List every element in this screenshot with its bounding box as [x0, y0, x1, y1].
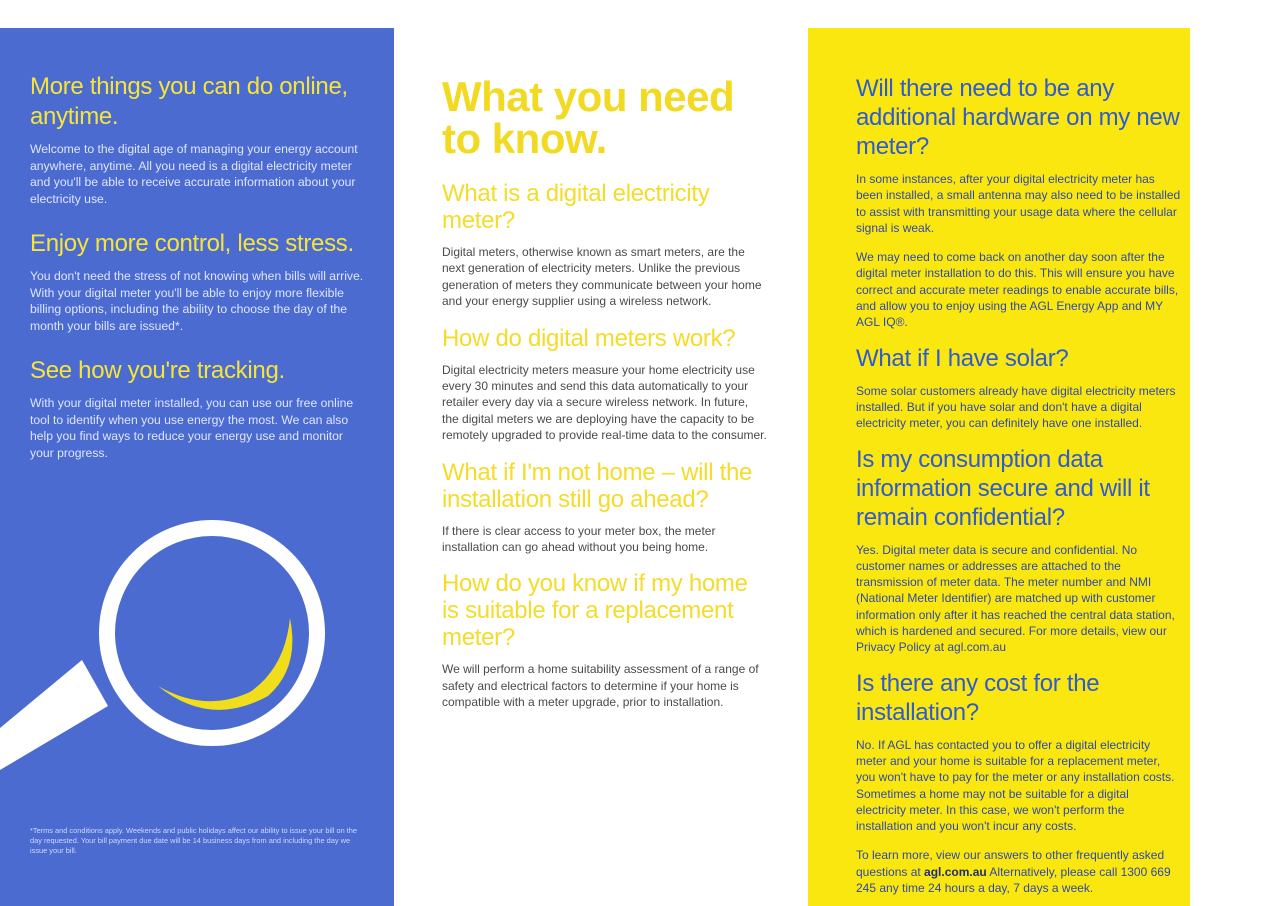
- left-heading-control: Enjoy more control, less stress.: [30, 230, 354, 257]
- left-body-control: You don't need the stress of not knowing when bills will arrive. With your digital meter you'll be able to enjoy more flexible billing options, including the ability to choose the day of the month your bills are issued*.: [30, 269, 364, 333]
- middle-heading-what-is: What is a digital electricity meter?: [442, 180, 710, 234]
- middle-body-how-work: Digital electricity meters measure your home electricity use every 30 minutes and send this data automatically to your retailer every day via a secure wireless network. In future, the digital meters we are deploying have the capacity to be remotely upgraded to provide real-time data to the consumer.: [442, 362, 767, 443]
- right-heading-solar: What if I have solar?: [856, 344, 1069, 372]
- left-heading-tracking: See how you're tracking.: [30, 357, 285, 384]
- right-heading-hardware: Will there need to be any additional hardware on my new meter?: [856, 75, 1180, 160]
- agl-website-link[interactable]: agl.com.au: [924, 864, 987, 879]
- right-body-hardware-1: In some instances, after your digital electricity meter has been installed, a small antenna may also need to be installed to assist with transmitting your usage data where the cellular signal is weak.: [856, 172, 1181, 235]
- right-panel: [808, 28, 1190, 906]
- left-heading-online: More things you can do online, anytime.: [30, 73, 348, 130]
- middle-body-what-is: Digital meters, otherwise known as smart meters, are the next generation of electricity meters. Unlike the previous generation of meters they communicate between your home and your energy supplier using a wireless network.: [442, 245, 762, 309]
- right-heading-cost: Is there any cost for the installation?: [856, 669, 1100, 726]
- page-title-line2: to know.: [442, 115, 607, 162]
- left-body-tracking: With your digital meter installed, you can use our free online tool to identify when you use energy the most. We can also help you find ways to reduce your energy use and monitor your progress.: [30, 396, 354, 460]
- middle-panel: [394, 28, 808, 906]
- right-body-cost: No. If AGL has contacted you to offer a digital electricity meter and your home is suitable for a replacement meter, you won't have to pay for the meter or any installation costs. Sometimes a home may not be suitable for a digital electricity meter. In this case, we won't perform the installation and you won't incur any costs.: [856, 737, 1175, 834]
- left-panel: [0, 28, 394, 906]
- right-heading-secure: Is my consumption data information secure and will it remain confidential?: [856, 445, 1150, 531]
- footnote: *Terms and conditions apply. Weekends and public holidays affect our ability to issue your bill on the day requested. Your bill payment due date will be 14 business days from and including the day we issue your bill.: [30, 826, 358, 855]
- contact-prefix: To learn more, view our answers to other frequently asked questions at: [856, 848, 1165, 879]
- right-body-hardware-2: We may need to come back on another day soon after the digital meter installation to do this. This will ensure you have correct and accurate meter readings to enable accurate bills, and allow you to enjoy using the AGL Energy App and MY AGL IQ®.: [856, 250, 1179, 330]
- page-title-line1: What you need: [442, 73, 735, 120]
- right-body-secure: Yes. Digital meter data is secure and confidential. No customer names or addresses are attached to the transmission of meter data. The meter number and NMI (National Meter Identifier) are matched up with customer information only after it has reached the central data station, which is hardened and secured. For more details, view our Privacy Policy at agl.com.au: [856, 542, 1175, 655]
- contact-suffix: Alternatively, please call 1300 669 245 any time 24 hours a day, 7 days a week.: [856, 864, 1171, 896]
- magnifying-glass-icon: [0, 508, 394, 798]
- middle-heading-how-work: How do digital meters work?: [442, 324, 736, 352]
- middle-heading-not-home: What if I'm not home – will the installation still go ahead?: [442, 458, 753, 513]
- page-title: [442, 73, 768, 162]
- left-body-online: Welcome to the digital age of managing your energy account anywhere, anytime. All you need is a digital electricity meter and you'll be able to receive accurate information about your electricity use.: [30, 142, 358, 206]
- right-body-solar: Some solar customers already have digital electricity meters installed. But if you have solar and don't have a digital electricity meter, you can definitely have one installed.: [856, 383, 1176, 431]
- middle-body-not-home: If there is clear access to your meter box, the meter installation can go ahead without you being home.: [442, 523, 716, 555]
- middle-heading-suitable: How do you know if my home is suitable for a replacement meter?: [442, 570, 748, 652]
- contact-paragraph: [856, 847, 1182, 896]
- middle-body-suitable: We will perform a home suitability assessment of a range of safety and electrical factors to determine if your home is compatible with a meter upgrade, prior to installation.: [442, 662, 759, 710]
